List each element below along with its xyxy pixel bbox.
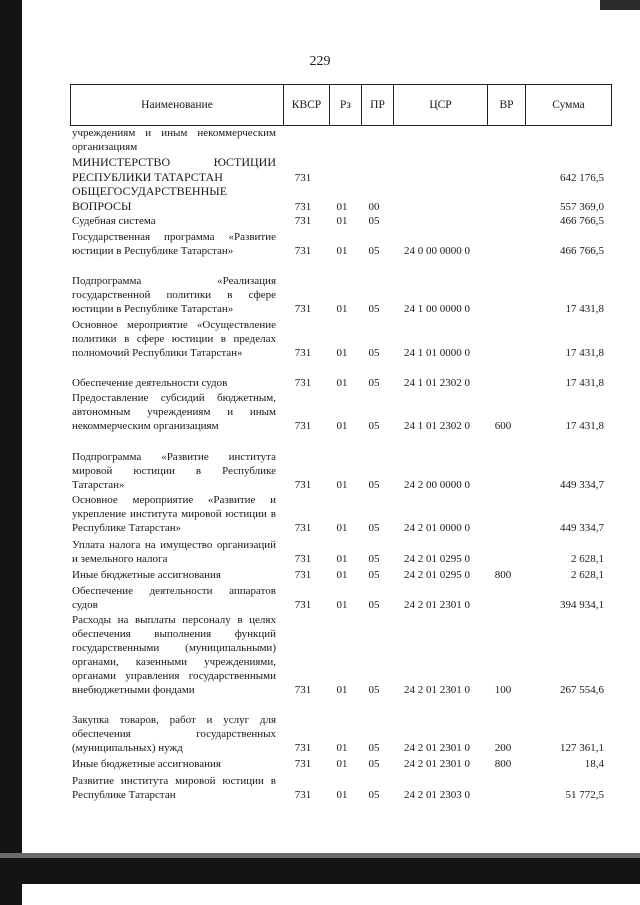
row-rz: 01 (336, 742, 348, 754)
row-name: Обеспечение деятельности аппаратов судов (72, 585, 276, 611)
header-rz: Рз (329, 85, 361, 125)
row-name: Основное мероприятие «Осуществление политики в сфере юстиции в пределах полномочий Республики Татарстан» (72, 319, 276, 359)
row-rz: 01 (336, 684, 348, 696)
row-pr: 05 (368, 245, 380, 257)
row-kvsr: 731 (294, 172, 312, 184)
row-csr: 24 2 01 2301 0 (404, 758, 470, 770)
row-sum: 394 934,1 (560, 599, 604, 611)
row-rz: 01 (336, 789, 348, 801)
row-csr: 24 1 01 2302 0 (404, 420, 470, 432)
table-row (72, 214, 612, 228)
row-pr: 05 (368, 215, 380, 227)
row-csr: 24 2 00 0000 0 (404, 479, 470, 491)
row-kvsr: 731 (294, 377, 312, 389)
row-csr: 24 2 01 0295 0 (404, 553, 470, 565)
header-csr: ЦСР (393, 85, 487, 125)
header-pr: ПР (361, 85, 393, 125)
row-sum: 127 361,1 (560, 742, 604, 754)
row-sum: 51 772,5 (565, 789, 604, 801)
table-row (72, 274, 612, 316)
row-sum: 642 176,5 (560, 172, 604, 184)
row-pr: 05 (368, 599, 380, 611)
row-pr: 05 (368, 684, 380, 696)
row-rz: 01 (336, 599, 348, 611)
row-csr: 24 2 01 0000 0 (404, 522, 470, 534)
table-row (72, 713, 612, 755)
row-kvsr: 731 (294, 215, 312, 227)
row-sum: 449 334,7 (560, 479, 604, 491)
row-rz: 01 (336, 377, 348, 389)
row-name: Судебная система (72, 215, 156, 227)
table-row (72, 155, 612, 185)
row-sum: 17 431,8 (565, 377, 604, 389)
header-kvsr: КВСР (283, 85, 329, 125)
table-row (72, 126, 612, 154)
row-name: МИНИСТЕРСТВО ЮСТИЦИИ РЕСПУБЛИКИ ТАТАРСТАН (72, 155, 276, 184)
row-kvsr: 731 (294, 303, 312, 315)
row-pr: 05 (368, 420, 380, 432)
row-kvsr: 731 (294, 479, 312, 491)
row-pr: 05 (368, 789, 380, 801)
row-rz: 01 (336, 303, 348, 315)
row-pr: 00 (368, 201, 380, 213)
row-name: Иные бюджетные ассигнования (72, 569, 221, 581)
row-kvsr: 731 (294, 599, 312, 611)
row-csr: 24 2 01 2303 0 (404, 789, 470, 801)
row-name: Развитие института мировой юстиции в Республике Татарстан (72, 775, 276, 801)
row-rz: 01 (336, 522, 348, 534)
row-kvsr: 731 (294, 522, 312, 534)
row-name: ОБЩЕГОСУДАРСТВЕННЫЕ ВОПРОСЫ (72, 184, 228, 213)
row-name: Предоставление субсидий бюджетным, автономным учреждениям и иным некоммерческим организациям (72, 392, 276, 432)
row-vr: 100 (494, 684, 512, 696)
row-rz: 01 (336, 479, 348, 491)
table-row (72, 568, 612, 582)
row-sum: 267 554,6 (560, 684, 604, 696)
table-row (72, 538, 612, 566)
header-vr: ВР (487, 85, 525, 125)
row-rz: 01 (336, 569, 348, 581)
row-name: Обеспечение деятельности судов (72, 377, 228, 389)
table-row (72, 376, 612, 390)
row-csr: 24 2 01 0295 0 (404, 569, 470, 581)
scan-edge-top (600, 0, 640, 10)
row-name: Расходы на выплаты персоналу в целях обеспечения выполнения функций государственными (муниципальными) органами, казенными учреждениями, органами управления государственными внебюджетными фондами (72, 614, 276, 696)
row-rz: 01 (336, 347, 348, 359)
row-kvsr: 731 (294, 684, 312, 696)
row-pr: 05 (368, 479, 380, 491)
row-csr: 24 1 01 0000 0 (404, 347, 470, 359)
row-rz: 01 (336, 245, 348, 257)
row-name: Уплата налога на имущество организаций и земельного налога (72, 539, 276, 565)
row-pr: 05 (368, 522, 380, 534)
row-kvsr: 731 (294, 347, 312, 359)
row-csr: 24 0 00 0000 0 (404, 245, 470, 257)
row-sum: 17 431,8 (565, 347, 604, 359)
row-kvsr: 731 (294, 553, 312, 565)
table-row (72, 318, 612, 360)
row-pr: 05 (368, 347, 380, 359)
row-kvsr: 731 (294, 569, 312, 581)
table-row (72, 584, 612, 612)
row-rz: 01 (336, 201, 348, 213)
row-pr: 05 (368, 377, 380, 389)
row-rz: 01 (336, 420, 348, 432)
row-pr: 05 (368, 569, 380, 581)
row-vr: 800 (494, 569, 512, 581)
row-sum: 2 628,1 (571, 569, 604, 581)
row-sum: 466 766,5 (560, 215, 604, 227)
table-row (72, 391, 612, 433)
scan-edge-bottom (0, 858, 640, 884)
row-pr: 05 (368, 742, 380, 754)
header-name: Наименование (141, 99, 213, 111)
row-name: Иные бюджетные ассигнования (72, 758, 221, 770)
table-row (72, 613, 612, 697)
header-sum: Сумма (525, 85, 611, 125)
row-kvsr: 731 (294, 758, 312, 770)
row-pr: 05 (368, 553, 380, 565)
row-sum: 466 766,5 (560, 245, 604, 257)
row-vr: 800 (494, 758, 512, 770)
row-rz: 01 (336, 553, 348, 565)
row-kvsr: 731 (294, 789, 312, 801)
row-kvsr: 731 (294, 420, 312, 432)
row-sum: 18,4 (584, 758, 604, 770)
row-name: Подпрограмма «Реализация государственной политики в сфере юстиции в Республике Татарстан» (72, 275, 276, 315)
row-kvsr: 731 (294, 201, 312, 213)
row-name: Подпрограмма «Развитие института мировой юстиции в Республике Татарстан» (72, 451, 276, 491)
row-csr: 24 1 00 0000 0 (404, 303, 470, 315)
row-name: Закупка товаров, работ и услуг для обеспечения государственных (муниципальных) нужд (72, 714, 276, 754)
row-rz: 01 (336, 215, 348, 227)
row-name: Государственная программа «Развитие юстиции в Республике Татарстан» (72, 231, 276, 257)
row-name: Основное мероприятие «Развитие и укрепление института мировой юстиции в Республике Татарстан» (72, 494, 276, 534)
row-sum: 557 369,0 (560, 201, 604, 213)
row-kvsr: 731 (294, 742, 312, 754)
row-csr: 24 2 01 2301 0 (404, 742, 470, 754)
row-name: учреждениям и иным некоммерческим организациям (72, 127, 276, 153)
row-kvsr: 731 (294, 245, 312, 257)
row-rz: 01 (336, 758, 348, 770)
table-row (72, 774, 612, 802)
row-sum: 2 628,1 (571, 553, 604, 565)
table-header (70, 84, 612, 126)
row-pr: 05 (368, 303, 380, 315)
row-vr: 200 (494, 742, 512, 754)
row-csr: 24 2 01 2301 0 (404, 684, 470, 696)
row-csr: 24 2 01 2301 0 (404, 599, 470, 611)
table-row (72, 230, 612, 258)
table-row (72, 184, 612, 214)
row-sum: 449 334,7 (560, 522, 604, 534)
row-sum: 17 431,8 (565, 420, 604, 432)
table-row (72, 757, 612, 771)
table-row (72, 493, 612, 535)
page-number: 229 (309, 54, 331, 69)
table-row (72, 450, 612, 492)
row-sum: 17 431,8 (565, 303, 604, 315)
row-pr: 05 (368, 758, 380, 770)
row-vr: 600 (494, 420, 512, 432)
scan-edge-left (0, 0, 22, 905)
row-csr: 24 1 01 2302 0 (404, 377, 470, 389)
